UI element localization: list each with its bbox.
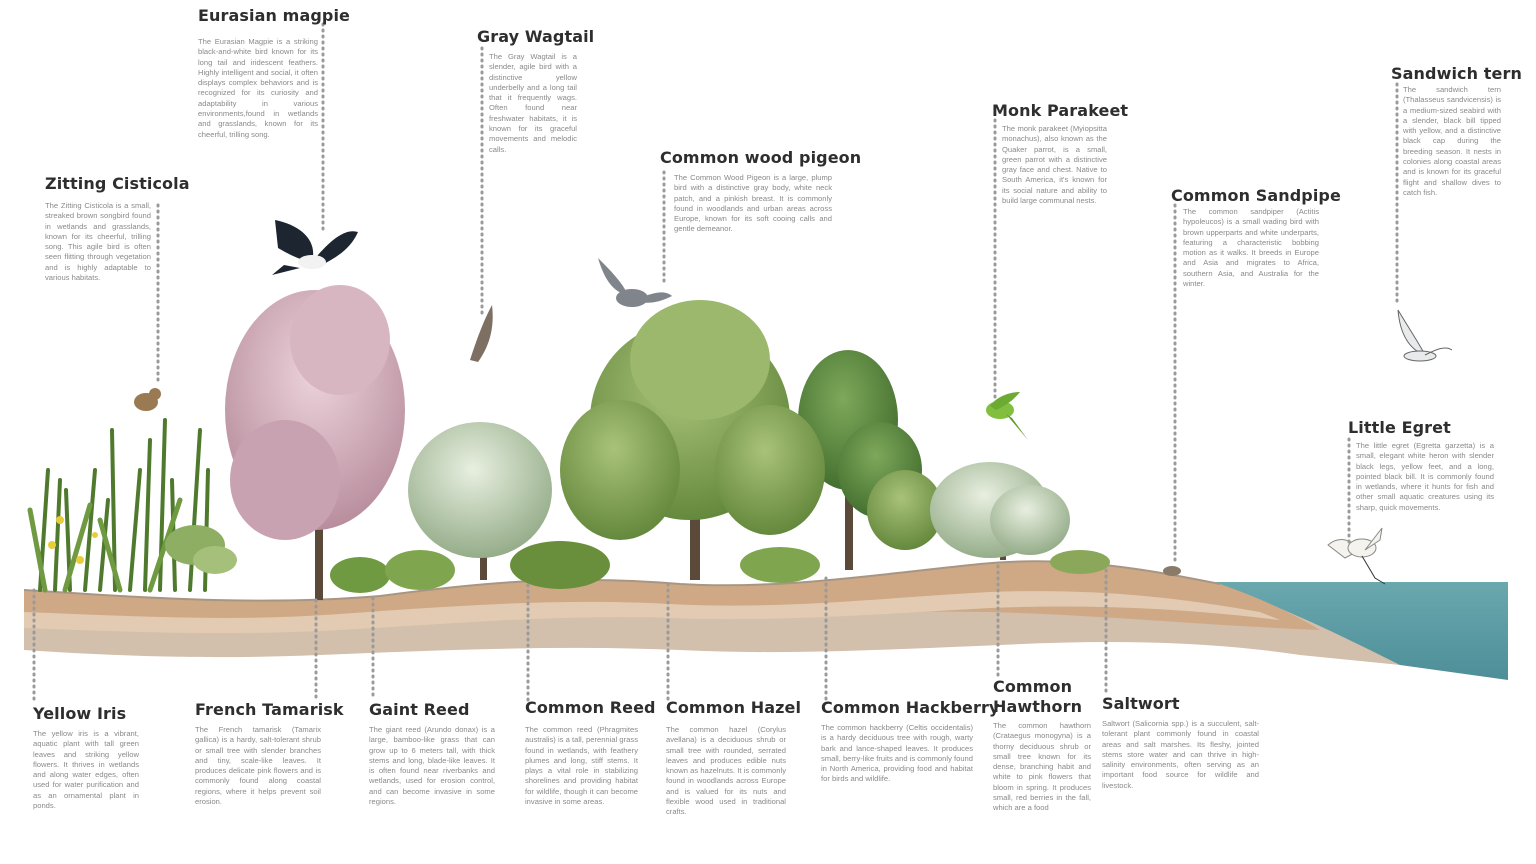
little-egret-bird <box>1328 528 1385 584</box>
label-description: The common sandpiper (Actitis hypoleucos) is a small wading bird with brown upperparts and white underparts, featuring a characteristic bobbing motion as it walks. It breeds in Europe and Asia and migrates to Africa, southern Asia, and Australia for the winter. <box>1183 207 1319 289</box>
bird-label-eurasian-magpie <box>198 6 350 140</box>
label-description: The Common Wood Pigeon is a large, plump bird with a distinctive gray body, white neck patch, and a pinkish breast. It is commonly found in woodlands and urban areas across Europe, known for its soft cooing calls and gentle demeanor. <box>674 173 832 234</box>
label-title: Monk Parakeet <box>992 101 1129 120</box>
label-description: The monk parakeet (Myiopsitta monachus), also known as the Quaker parrot, is a small, green parrot with a distinctive gray face and chest. Native to South America, it's known for its social nature and ability to build large communal nests. <box>1002 124 1107 206</box>
hawthorn-tree <box>930 462 1070 560</box>
label-title: French Tamarisk <box>195 700 344 719</box>
label-title: Yellow Iris <box>33 704 127 723</box>
bird-label-common-sandpipe <box>1171 186 1341 289</box>
label-description: The Eurasian Magpie is a striking black-and-white bird known for its long tail and iridescent feathers. Highly intelligent and social, it often displays complex behaviors and is recognized for its curiosity and adaptability in various environments,found in wetlands and grasslands, known for its cheerful, trilling song. <box>198 37 318 139</box>
sandpiper-bird <box>1163 566 1181 576</box>
label-title: Saltwort <box>1102 694 1180 713</box>
hazel-tree <box>560 300 825 580</box>
wood-pigeon-bird <box>598 258 672 307</box>
plant-label-common-hawthorn <box>993 677 1093 814</box>
cisticola-bird <box>134 388 161 411</box>
reed-cluster <box>30 420 237 590</box>
bird-label-sandwich-tern <box>1391 64 1522 198</box>
label-title: Eurasian magpie <box>198 6 350 25</box>
label-title: Sandwich tern <box>1391 64 1522 83</box>
label-description: The common hazel (Corylus avellana) is a deciduous shrub or small tree with rounded, serrated leaves and produces edible nuts known as hazelnuts. It is commonly found in woodlands across Europe and is valued for its nuts and flexible wood used in traditional crafts. <box>666 725 786 817</box>
label-title: Common Reed <box>525 698 656 717</box>
label-title: Little Egret <box>1348 418 1451 437</box>
bird-label-monk-parakeet <box>992 101 1129 206</box>
bird-label-gray-wagtail <box>477 27 595 155</box>
label-description: The common reed (Phragmites australis) is a tall, perennial grass found in wetlands, with feathery plumes and long, stiff stems. It plays a vital role in stabilizing shorelines and providing habitat for wildlife, though it can become invasive in some areas. <box>525 725 638 807</box>
label-title: Gaint Reed <box>369 700 470 719</box>
plant-label-yellow-iris <box>33 704 139 811</box>
label-title: Common wood pigeon <box>660 148 862 167</box>
plant-label-gaint-reed <box>369 700 495 807</box>
bird-label-zitting-cisticola <box>45 174 190 283</box>
tamarisk-tree <box>225 285 405 600</box>
plant-label-french-tamarisk <box>195 700 344 807</box>
label-description: The Gray Wagtail is a slender, agile bird with a distinctive yellow underbelly and a long tail that it frequently wags. Often found near freshwater habitats, it is known for its graceful movements and melodic calls. <box>489 52 577 154</box>
plant-label-common-hackberry <box>821 698 1000 785</box>
magpie-bird <box>272 220 358 275</box>
label-description: The French tamarisk (Tamarix gallica) is a hardy, salt-tolerant shrub or small tree with slender branches and tiny, scale-like leaves. It produces delicate pink flowers and is commonly found along coastal regions, where it helps prevent soil erosion. <box>195 725 321 807</box>
label-description: The little egret (Egretta garzetta) is a small, elegant white heron with slender black legs, yellow feet, and a long, pointed black bill. It is commonly found in wetlands, where it hunts for fish and other small aquatic creatures using its sharp, quick movements. <box>1356 441 1494 512</box>
bird-label-little-egret <box>1348 418 1498 513</box>
label-title: Common Hazel <box>666 698 802 717</box>
label-description: The sandwich tern (Thalasseus sandvicensis) is a medium-sized seabird with a slender, black bill tipped with yellow, and a distinctive black cap during the breeding season. It nests in colonies along coastal areas and is known for its graceful flight and shallow dives to catch fish. <box>1403 85 1501 197</box>
label-title: Gray Wagtail <box>477 27 595 46</box>
label-description: The Zitting Cisticola is a small, streaked brown songbird found in wetlands and grasslands, known for its cheerful, trilling song. This agile bird is often seen flitting through vegetation and is highly adaptable to various habitats. <box>45 201 151 283</box>
sandwich-tern-bird <box>1398 310 1452 361</box>
label-description: The yellow iris is a vibrant, aquatic plant with tall green leaves and striking yellow flowers. It thrives in wetlands and along water edges, often used for water purification and as an ornamental plant in ponds. <box>33 729 139 811</box>
plant-label-common-reed <box>525 698 655 807</box>
label-title: Common Hawthorn <box>993 677 1083 716</box>
plant-label-common-hazel <box>666 698 806 818</box>
label-title: Common Hackberry <box>821 698 1000 717</box>
label-description: Saltwort (Salicornia spp.) is a succulent, salt-tolerant plant commonly found in coastal areas and salt marshes. Its fleshy, jointed stems store water and can thrive in high-salinity environments, often serving as an important food source for wildlife and livestock. <box>1102 719 1259 790</box>
bird-label-common-wood-pigeon <box>660 148 860 235</box>
monk-parakeet-bird <box>986 392 1028 440</box>
label-description: The giant reed (Arundo donax) is a large, bamboo-like grass that can grow up to 6 meters tall, with thick stems and long, blade-like leaves. It is often found near riverbanks and wetlands, used for erosion control, and can become invasive in some regions. <box>369 725 495 807</box>
label-title: Zitting Cisticola <box>45 174 190 193</box>
plant-label-saltwort <box>1102 694 1262 791</box>
label-description: The common hackberry (Celtis occidentalis) is a hardy deciduous tree with rough, warty bark and lance-shaped leaves. It produces small, berry-like fruits and is commonly found in North America, providing food and habitat for birds and wildlife. <box>821 723 973 784</box>
label-description: The common hawthorn (Crataegus monogyna) is a thorny deciduous shrub or small tree known for its dense, branching habit and white to pink flowers that bloom in spring. It produces small, red berries in the fall, which are a food <box>993 721 1091 813</box>
label-title: Common Sandpipe <box>1171 186 1341 205</box>
